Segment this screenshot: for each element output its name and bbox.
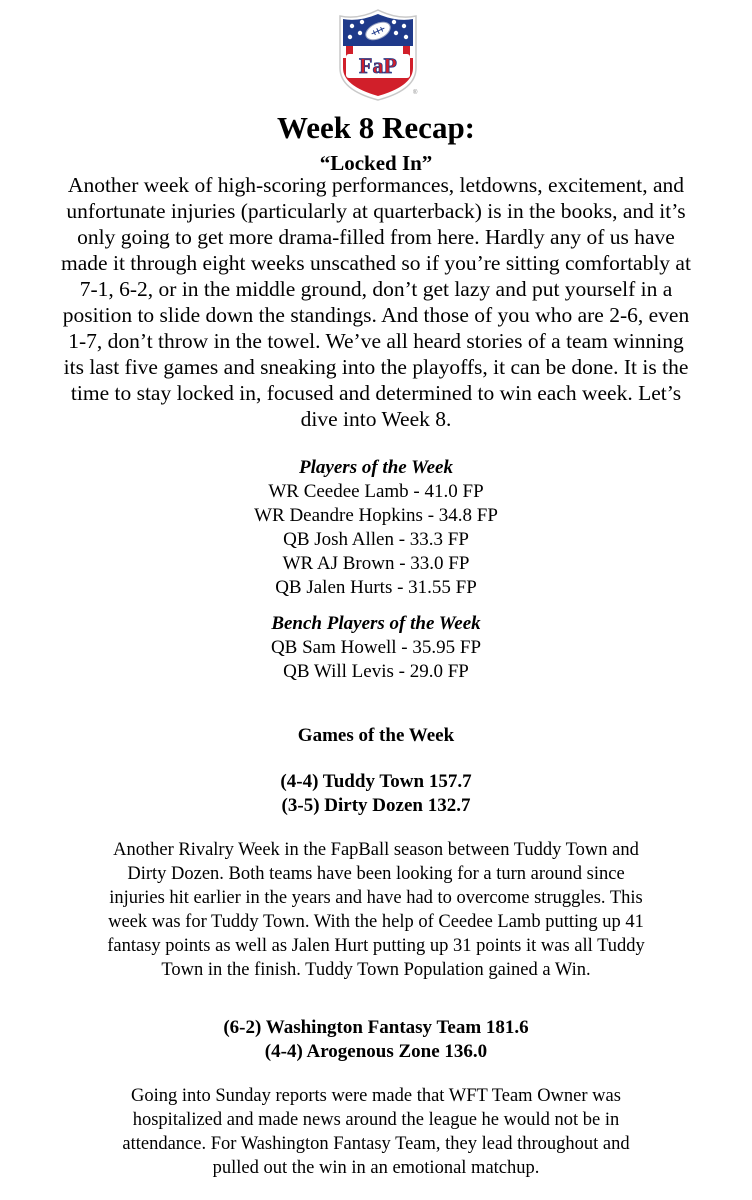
game2-score [0,1016,752,1064]
page-title: Week 8 Recap: [276,110,476,145]
list-item: QB Will Levis - 29.0 FP [283,661,469,682]
game1-score [0,770,752,818]
game2-paragraph: Going into Sunday reports were made that WFT Team Owner was hospitalized and made news around the league he would not be in attendance. For Washington Fantasy Team, they lead throughout and pulled out the win in an emotional matchup. [122,1086,630,1178]
list-item: QB Josh Allen - 33.3 FP [283,529,469,550]
players-of-week-section [0,456,752,600]
bench-players-section [0,612,752,684]
list-item: QB Jalen Hurts - 31.55 FP [275,577,477,598]
page-subtitle: “Locked In” [319,151,433,175]
list-item: QB Sam Howell - 35.95 FP [270,637,482,658]
list-item: WR AJ Brown - 33.0 FP [282,553,470,574]
players-of-week-heading: Players of the Week [299,457,453,478]
trademark-mark: ® [413,90,418,96]
bench-players-heading: Bench Players of the Week [271,613,481,634]
fap-logo-icon [334,6,422,102]
game1-line2: (3-5) Dirty Dozen 132.7 [281,795,471,816]
game1-line1: (4-4) Tuddy Town 157.7 [280,771,472,792]
logo-text: FaP [359,53,397,78]
game2-line1: (6-2) Washington Fantasy Team 181.6 [223,1017,529,1038]
list-item: WR Deandre Hopkins - 34.8 FP [254,505,498,526]
intro-paragraph: Another week of high-scoring performances, letdowns, excitement, and unfortunate injuries (particularly at quarterback) is in the books, and it’s only going to get more drama-filled from here. Hardly any of us have made it through eight weeks unscathed so if you’re sitting comfortably at 7-1, 6-2, or in the middle ground, don’t get lazy and put yourself in a position to slide down the standings. And those of you who are 2-6, even 1-7, don’t throw in the towel. We’ve all heard stories of a team winning its last five games and sneaking into the playoffs, it can be done. It is the time to stay locked in, focused and determined to win each week. Let’s dive into Week 8. [61,173,691,431]
game1-paragraph: Another Rivalry Week in the FapBall season between Tuddy Town and Dirty Dozen. Both teams have been looking for a turn around since injuries hit earlier in the years and have had to overcome struggles. This week was for Tuddy Town. With the help of Ceedee Lamb putting up 41 fantasy points as well as Jalen Hurt putting up 31 points it was all Tuddy Town in the finish. Tuddy Town Population gained a Win. [107,840,645,980]
list-item: WR Ceedee Lamb - 41.0 FP [268,481,484,502]
games-of-week-heading: Games of the Week [297,725,455,746]
game2-line2: (4-4) Arogenous Zone 136.0 [264,1041,488,1062]
